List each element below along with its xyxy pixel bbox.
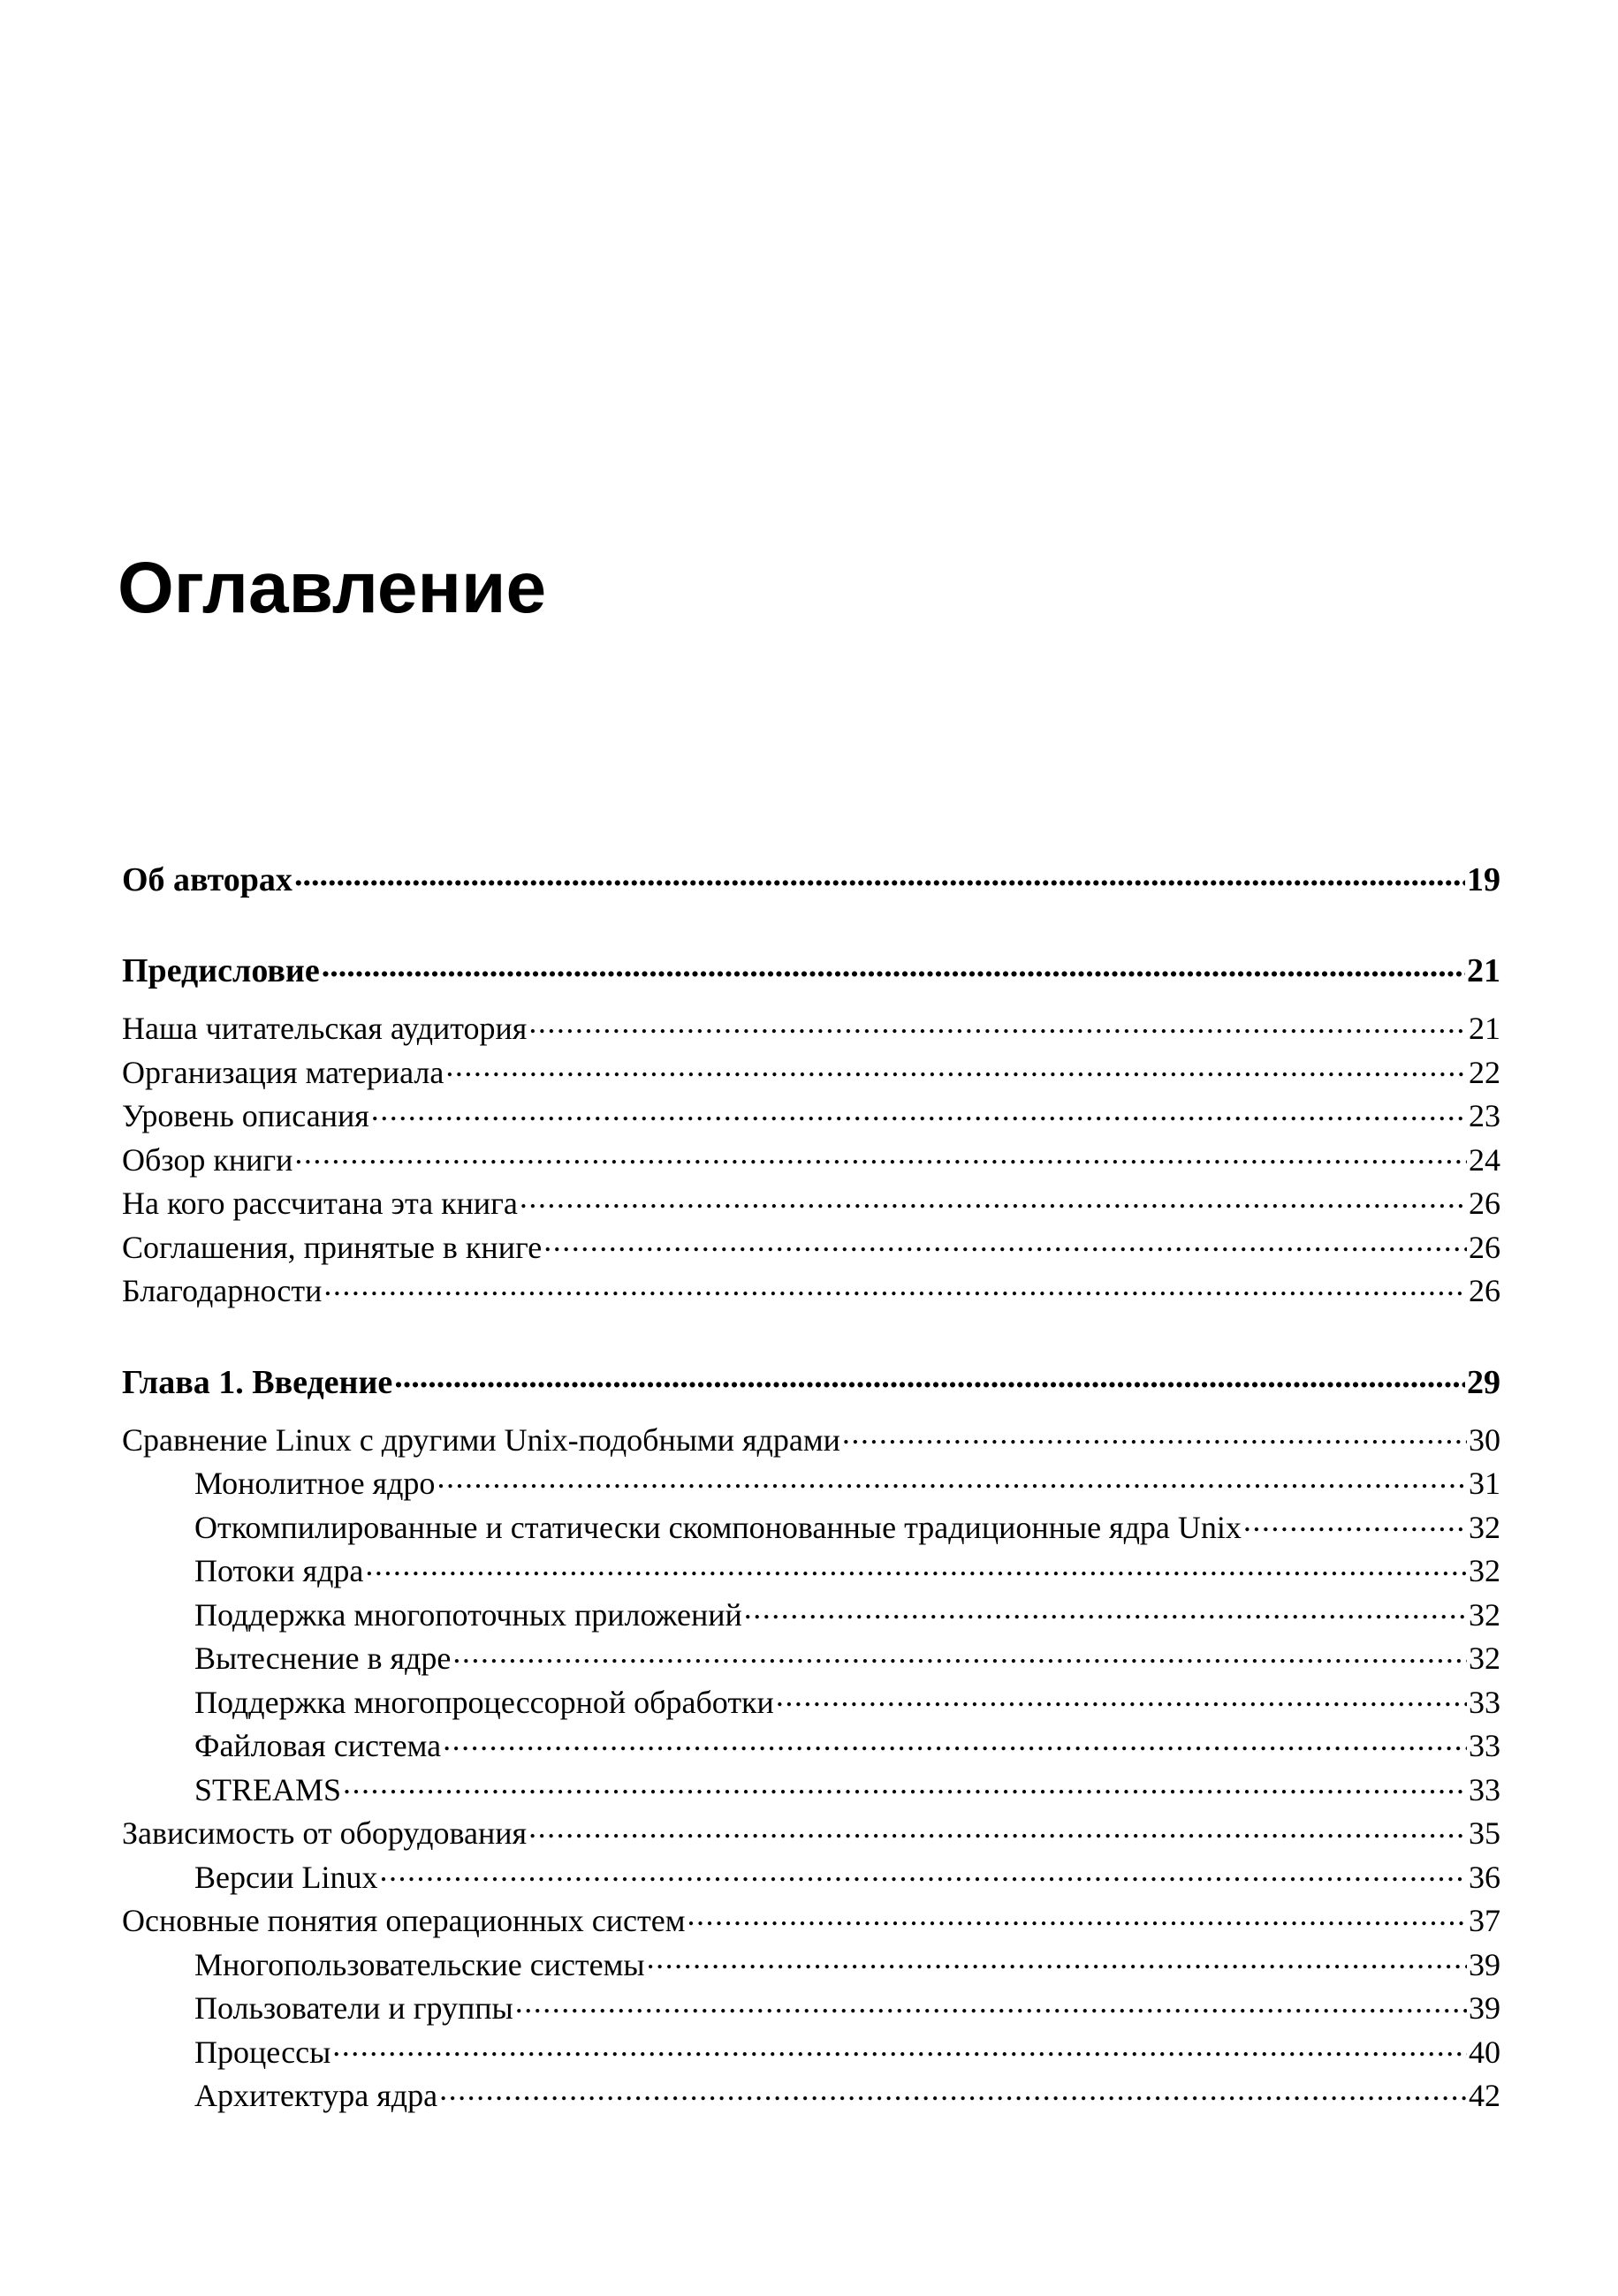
section-spacer [122,1314,1500,1360]
dot-leader [1243,1506,1467,1538]
dot-leader [323,1269,1467,1301]
toc-entry-label: Потоки ядра [194,1553,364,1588]
heading-spacer [122,1405,1500,1419]
toc-entry-page-number: 31 [1469,1466,1500,1501]
toc-entry-page-number: 39 [1469,1946,1500,1982]
toc-chapter-heading[interactable] [122,857,1500,902]
dot-leader [687,1899,1467,1931]
dot-leader [437,1462,1467,1494]
dot-leader [647,1944,1467,1975]
toc-entry[interactable] [122,1226,1500,1270]
toc-subentry[interactable] [122,1594,1500,1638]
toc-entry-label: STREAMS [194,1771,342,1807]
toc-heading-label: Об авторах [122,861,292,898]
toc-entry-label: Вытеснение в ядре [194,1641,452,1676]
dot-leader [294,857,1465,890]
toc-entry[interactable] [122,1269,1500,1314]
toc-entry-page-number: 37 [1469,1903,1500,1938]
toc-entry-label: Пользователи и группы [194,1990,513,2026]
toc-subentry[interactable] [122,1944,1500,1988]
toc-section [122,1360,1500,2118]
toc-entry-label: Основные понятия операционных систем [122,1903,686,1938]
toc-subentry[interactable] [122,1769,1500,1813]
toc-entry-label: Наша читательская аудитория [122,1011,528,1046]
dot-leader [445,1051,1467,1083]
toc-chapter-heading[interactable] [122,948,1500,993]
toc-entry-label: Поддержка многопроцессорной обработки [194,1684,774,1720]
toc-entry-page-number: 33 [1469,1771,1500,1807]
toc-subentry[interactable] [122,1550,1500,1594]
toc-entry-label: Зависимость от оборудования [122,1815,528,1851]
toc-entry-page-number: 39 [1469,1990,1500,2026]
toc-entry-page-number: 33 [1469,1684,1500,1720]
section-spacer [122,902,1500,948]
toc-entry-page-number: 32 [1469,1596,1500,1633]
toc-entry[interactable] [122,1007,1500,1051]
toc-subentry[interactable] [122,1462,1500,1506]
dot-leader [528,1007,1467,1039]
dot-leader [776,1681,1467,1713]
dot-leader [371,1095,1467,1126]
toc-entry-page-number: 26 [1469,1186,1500,1221]
toc-entry[interactable] [122,1899,1500,1944]
toc-entry-label: Сравнение Linux с другими Unix-подобными ядрами [122,1421,840,1458]
toc-entry-page-number: 21 [1469,1011,1500,1046]
dot-leader [744,1594,1467,1625]
toc-subentry[interactable] [122,2031,1500,2075]
dot-leader [439,2074,1467,2106]
toc-entry-page-number: 22 [1469,1054,1500,1090]
toc-entry-page-number: 40 [1469,2034,1500,2070]
page-title: Оглавление [118,548,547,628]
toc-entry-label: Версии Linux [194,1859,378,1895]
table-of-contents [122,857,1500,2118]
toc-entry-page-number: 26 [1469,1229,1500,1265]
toc-heading-page-number: 21 [1467,952,1500,989]
toc-subentry[interactable] [122,1681,1500,1725]
dot-leader [515,1987,1467,2019]
toc-entry-label: Соглашения, принятые в книге [122,1229,543,1265]
toc-entry-label: Откомпилированные и статически скомпонованные традиционные ядра Unix [194,1509,1242,1545]
toc-entry-page-number: 30 [1469,1421,1500,1458]
toc-entry-page-number: 26 [1469,1273,1500,1308]
toc-heading-page-number: 19 [1467,861,1500,898]
toc-entry-page-number: 32 [1469,1553,1500,1588]
toc-entry[interactable] [122,1139,1500,1183]
toc-entry-label: Обзор книги [122,1141,293,1178]
toc-chapter-heading[interactable] [122,1360,1500,1405]
toc-entry-label: Архитектура ядра [194,2078,438,2113]
toc-entry-label: Поддержка многопоточных приложений [194,1596,742,1633]
toc-subentry[interactable] [122,1506,1500,1550]
dot-leader [294,1139,1467,1171]
toc-entry-page-number: 23 [1469,1098,1500,1133]
dot-leader [452,1637,1467,1669]
toc-entry-label: Файловая система [194,1728,442,1763]
toc-entry[interactable] [122,1182,1500,1226]
toc-entry[interactable] [122,1095,1500,1139]
toc-entry[interactable] [122,1051,1500,1095]
toc-entry-page-number: 35 [1469,1815,1500,1851]
toc-entry-page-number: 32 [1469,1509,1500,1545]
toc-section [122,857,1500,902]
toc-heading-label: Глава 1. Введение [122,1363,393,1401]
dot-leader [520,1182,1467,1214]
toc-entry-label: Организация материала [122,1054,444,1090]
toc-entry-label: Благодарности [122,1273,323,1308]
heading-spacer [122,993,1500,1007]
dot-leader [842,1419,1467,1451]
toc-heading-page-number: 29 [1467,1363,1500,1401]
toc-entry-page-number: 42 [1469,2078,1500,2113]
toc-entry[interactable] [122,1812,1500,1856]
toc-entry-page-number: 33 [1469,1728,1500,1763]
toc-subentry[interactable] [122,1856,1500,1900]
toc-section [122,948,1500,1314]
dot-leader [380,1856,1468,1888]
toc-entry-label: Многопользовательские системы [194,1946,645,1982]
toc-subentry[interactable] [122,1724,1500,1769]
toc-entry-label: На кого рассчитана эта книга [122,1186,518,1221]
dot-leader [365,1550,1467,1581]
dot-leader [322,948,1465,981]
toc-entry-label: Уровень описания [122,1098,369,1133]
toc-entry-page-number: 24 [1469,1141,1500,1178]
toc-entry-page-number: 36 [1469,1859,1500,1895]
dot-leader [394,1360,1465,1393]
toc-subentry[interactable] [122,1637,1500,1681]
dot-leader [332,2031,1467,2063]
toc-subentry[interactable] [122,2074,1500,2118]
dot-leader [343,1769,1467,1800]
toc-entry-label: Процессы [194,2034,331,2070]
dot-leader [528,1812,1467,1844]
toc-heading-label: Предисловие [122,952,320,989]
toc-entry-label: Монолитное ядро [194,1466,436,1501]
dot-leader [443,1724,1467,1756]
toc-subentry[interactable] [122,1987,1500,2031]
dot-leader [543,1226,1467,1258]
toc-entry-page-number: 32 [1469,1641,1500,1676]
toc-entry[interactable] [122,1419,1500,1463]
